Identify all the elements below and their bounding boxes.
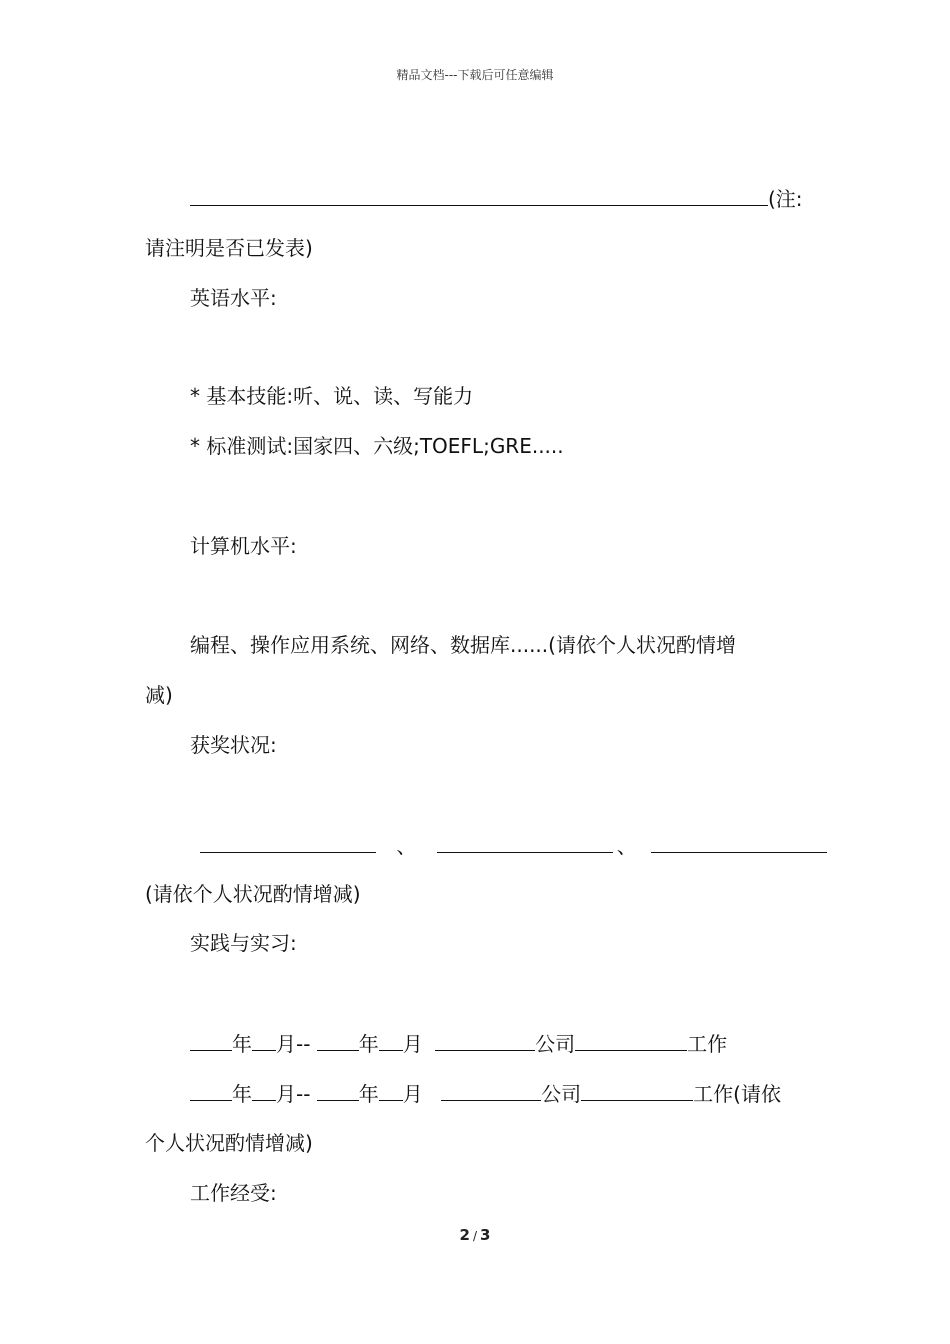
computer-skills-cont: 减): [145, 683, 173, 707]
award-blank-2: [437, 832, 613, 853]
year-label: 年: [232, 1082, 252, 1106]
year-label: 年: [358, 1082, 379, 1106]
note-continuation: 请注明是否已发表): [145, 236, 313, 260]
start-year-blank: [190, 1080, 232, 1101]
end-year-blank: [317, 1030, 359, 1051]
company-label: 公司: [535, 1032, 576, 1056]
month-label: 月: [402, 1032, 423, 1056]
publication-blank: [190, 185, 768, 206]
english-item-tests: * 标准测试:国家四、六级;TOEFL;GRE.....: [190, 434, 564, 458]
date-dash: --: [296, 1032, 311, 1056]
end-month-blank: [379, 1080, 403, 1101]
current-page: 2: [459, 1226, 470, 1244]
company-label: 公司: [541, 1082, 582, 1106]
english-title: 英语水平:: [190, 286, 277, 310]
work-label: 工作: [687, 1032, 728, 1056]
practice-entry-1: [190, 1030, 727, 1057]
award-separator-2: 、: [616, 834, 637, 858]
page-separator: /: [472, 1229, 478, 1243]
computer-skills-line: 编程、操作应用系统、网络、数据库......(请依个人状况酌情增: [190, 633, 736, 657]
month-label: 月: [402, 1082, 423, 1106]
practice-note-cont: 个人状况酌情增减): [145, 1131, 313, 1155]
company-blank: [441, 1080, 541, 1101]
awards-note: (请依个人状况酌情增减): [145, 882, 361, 906]
note-prefix: (注:: [768, 187, 803, 211]
experience-title: 工作经受:: [190, 1181, 277, 1205]
date-dash: --: [296, 1082, 311, 1106]
page-number: [0, 1226, 950, 1244]
work-blank: [581, 1080, 693, 1101]
practice-title: 实践与实习:: [190, 931, 297, 955]
computer-title: 计算机水平:: [190, 534, 297, 558]
total-pages: 3: [480, 1226, 491, 1244]
award-blank-1: [200, 832, 376, 853]
work-blank: [575, 1030, 687, 1051]
start-year-blank: [190, 1030, 232, 1051]
awards-title: 获奖状况:: [190, 733, 277, 757]
company-blank: [435, 1030, 535, 1051]
end-month-blank: [379, 1030, 403, 1051]
publication-line: [190, 185, 803, 212]
award-separator-1: 、: [396, 834, 417, 858]
practice-entry-2: [190, 1080, 781, 1107]
awards-blanks: [200, 832, 827, 859]
start-month-blank: [252, 1080, 276, 1101]
end-year-blank: [317, 1080, 359, 1101]
month-label: 月: [276, 1032, 296, 1056]
year-label: 年: [358, 1032, 379, 1056]
english-item-skills: * 基本技能:听、说、读、写能力: [190, 384, 474, 408]
year-label: 年: [232, 1032, 252, 1056]
month-label: 月: [276, 1082, 296, 1106]
work-label-with-note: 工作(请依: [693, 1082, 781, 1106]
page-header: 精品文档---下载后可任意编辑: [396, 68, 554, 82]
start-month-blank: [252, 1030, 276, 1051]
award-blank-3: [651, 832, 827, 853]
